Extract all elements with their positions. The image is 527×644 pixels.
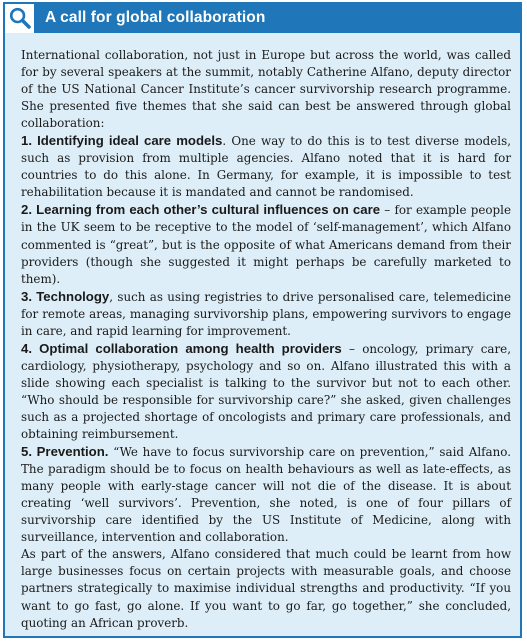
theme-3-heading: 3. Technology <box>21 288 110 304</box>
theme-2-paragraph <box>21 201 511 287</box>
theme-1-paragraph <box>21 132 511 201</box>
paragraph-text: “We have to focus survivorship care on prevention,” said Alfano. The paradigm should be to focus on health behaviours as well as late-effects, as many people with early-stage cancer will not die of the disease. It is about creating ‘well survivors’. Prevention, she noted, is one of four pillars of survivorship care identified by the US Institute of Medicine, along with surveillance, intervention and collaboration. <box>21 445 512 545</box>
theme-2-heading: 2. Learning from each other’s cultural influences on care <box>21 202 381 218</box>
info-panel <box>3 2 522 638</box>
paragraph-text: – for example people in the UK seem to be receptive to the model of ‘self-management’, which Alfano commented is “great”, but is the opposite of what Americans demand from their providers (though she suggested it might perhaps be carefully marketed to them). <box>21 203 511 286</box>
intro-paragraph <box>21 47 511 132</box>
panel-title: A call for global collaboration <box>45 9 266 26</box>
icon-badge <box>5 4 36 33</box>
closing-paragraph <box>21 546 511 631</box>
article-body <box>21 47 511 632</box>
paragraph-text: . One way to do this is to test diverse models, such as provision from multiple agencies. Alfano noted that it is hard for countries to do this alone. In Germany, for example, it is impossible to test rehabilitation because it is mandated and cannot be randomised. <box>21 134 511 200</box>
theme-4-paragraph <box>21 340 511 443</box>
panel-header <box>5 4 520 33</box>
theme-4-heading: 4. Optimal collaboration among health providers <box>21 340 342 356</box>
paragraph-text: , such as using registries to drive personalised care, telemedicine for remote areas, managing survivorship plans, empowering survivors to engage in care, and rapid learning for improvement. <box>21 289 511 338</box>
theme-3-paragraph <box>21 288 511 340</box>
paragraph-text: As part of the answers, Alfano considered that much could be learnt from how large businesses focus on certain projects with measurable goals, and choose partners strategically to maximise individual strengths and productivity. “If you want to go fast, go alone. If you want to go far, go together,” she concluded, quoting an African proverb. <box>21 547 511 630</box>
paragraph-text: – oncology, primary care, cardiology, physiotherapy, psychology and so on. Alfano illustrated this with a slide showing each specialist is talking to the survivor but not to each other. “Who should be responsible for survivorship care?” she asked, given challenges such as a projected shortage of oncologists and primary care professionals, and obtaining reimbursement. <box>21 341 511 442</box>
theme-1-heading: 1. Identifying ideal care models <box>21 133 223 149</box>
theme-5-paragraph <box>21 443 511 546</box>
paragraph-text: International collaboration, not just in Europe but across the world, was called for by several speakers at the summit, notably Catherine Alfano, deputy director of the US National Cancer Institute’s cancer survivorship research programme. She presented five themes that she said can best be answered through global collaboration: <box>21 48 511 131</box>
magnifier-icon <box>9 7 31 29</box>
theme-5-heading: 5. Prevention. <box>21 444 109 460</box>
